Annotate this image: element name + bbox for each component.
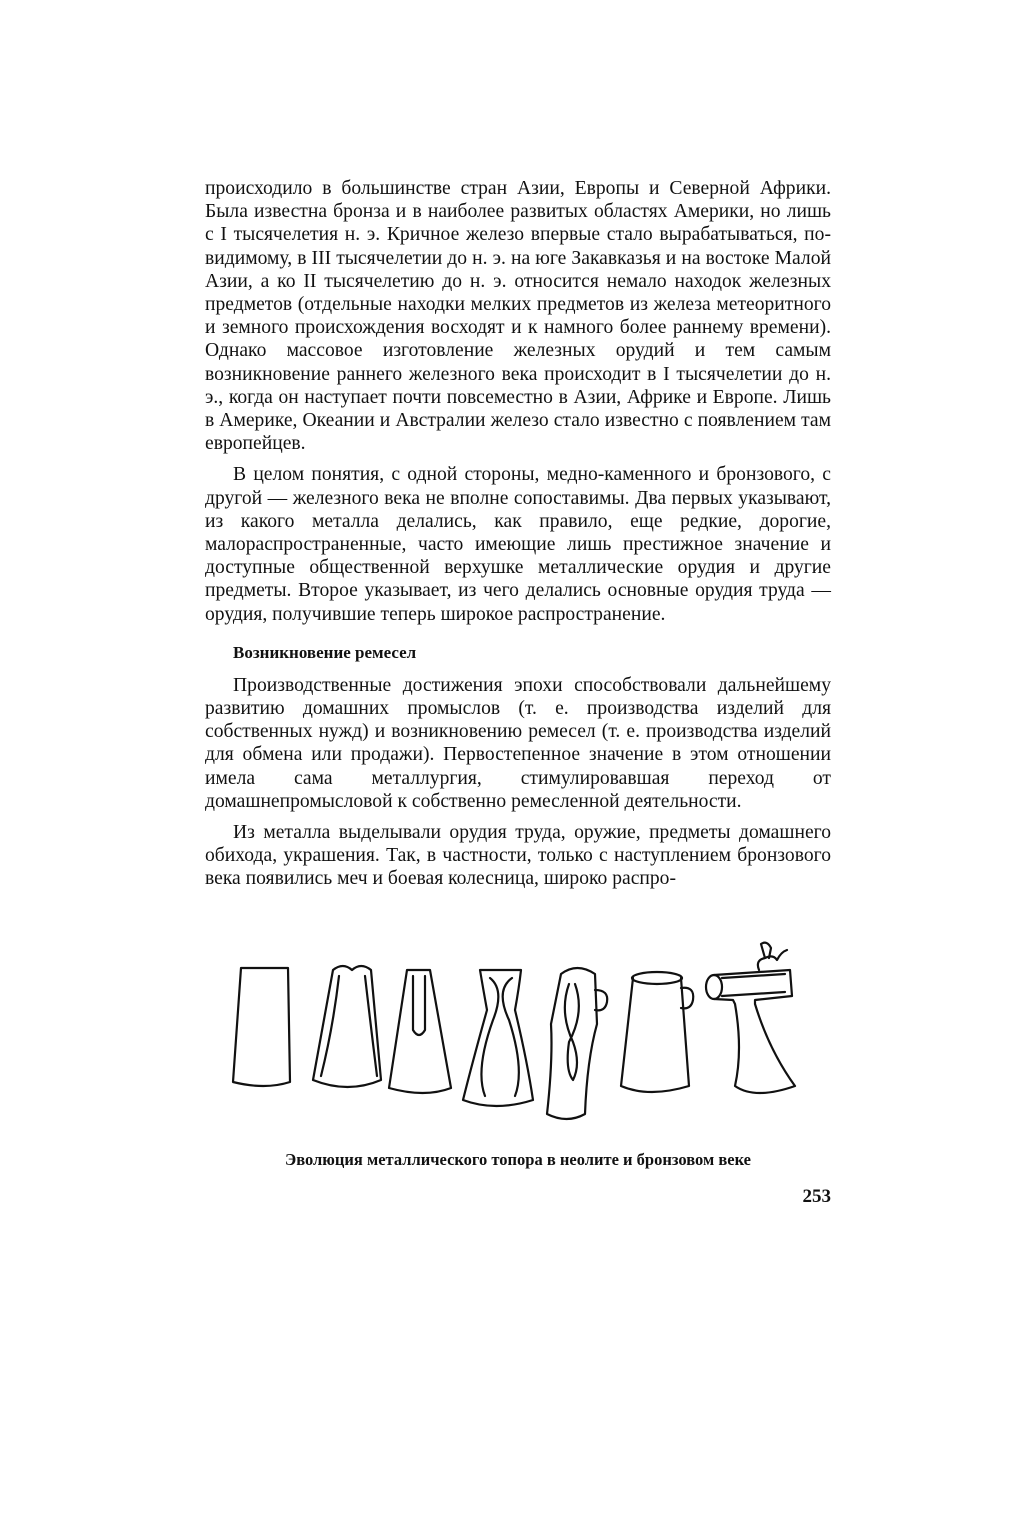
paragraph-2: В целом понятия, с одной стороны, медно-каменного и бронзового, с другой — железного века не вполне сопоставимы. Два первых указывают, из какого металла делались, как правило, еще редкие, дорогие, малораспространенные, часто имеющие лишь престижное значение и доступные общественной верхушке металлические орудия и другие предметы. Второе указывает, из чего делались основные орудия труда — орудия, получившие теперь широкое распространение.	[205, 464, 831, 625]
paragraph-1: происходило в большинстве стран Азии, Европы и Северной Африки. Была известна бронза и в наиболее развитых областях Америки, но лишь с I тысячелетия н. э. Кричное железо впервые стало вырабатываться, по-видимому, в III тысячелетии до н. э. на юге Закавказья и на востоке Малой Азии, а ко II тысячелетию до н. э. относится немало находок железных предметов (отдельные находки мелких предметов из железа метеоритного и земного происхождения восходят и к намного более раннему времени). Однако массовое изготовление железных орудий и тем самым возникновение раннего железного века происходит в I тысячелетии до н. э., когда он наступает почти повсеместно в Азии, Африке и Европе. Лишь в Америке, Океании и Австралии железо стало известно с появлением там европейцев.	[205, 178, 831, 455]
axe-evolution-figure	[225, 930, 825, 1135]
axe-1	[233, 968, 290, 1086]
axe-2	[313, 966, 381, 1087]
paragraph-3: Производственные достижения эпохи способствовали дальнейшему развитию домашних промыслов (т. е. производства изделий для собственных нужд) и возникновению ремесел (т. е. производства изделий для обмена или продажи). Первостепенное значение в этом отношении имела сама металлургия, стимулировавшая переход от домашнепромысловой к собственно ремесленной деятельности.	[205, 674, 831, 812]
axe-7	[706, 943, 795, 1093]
figure-caption: Эволюция металлического топора в неолите и бронзовом веке	[285, 1150, 751, 1169]
axe-5	[547, 968, 607, 1119]
page-number: 253	[802, 1186, 831, 1207]
section-heading: Возникновение ремесел	[233, 642, 417, 662]
axe-3	[389, 970, 451, 1093]
paragraph-4: Из металла выделывали орудия труда, оружие, предметы домашнего обихода, украшения. Так, в частности, только с наступлением бронзового века появились меч и боевая колесница, широко распро-	[205, 822, 831, 890]
axe-6	[621, 972, 693, 1092]
axe-4	[463, 970, 533, 1106]
body-text	[205, 177, 831, 891]
